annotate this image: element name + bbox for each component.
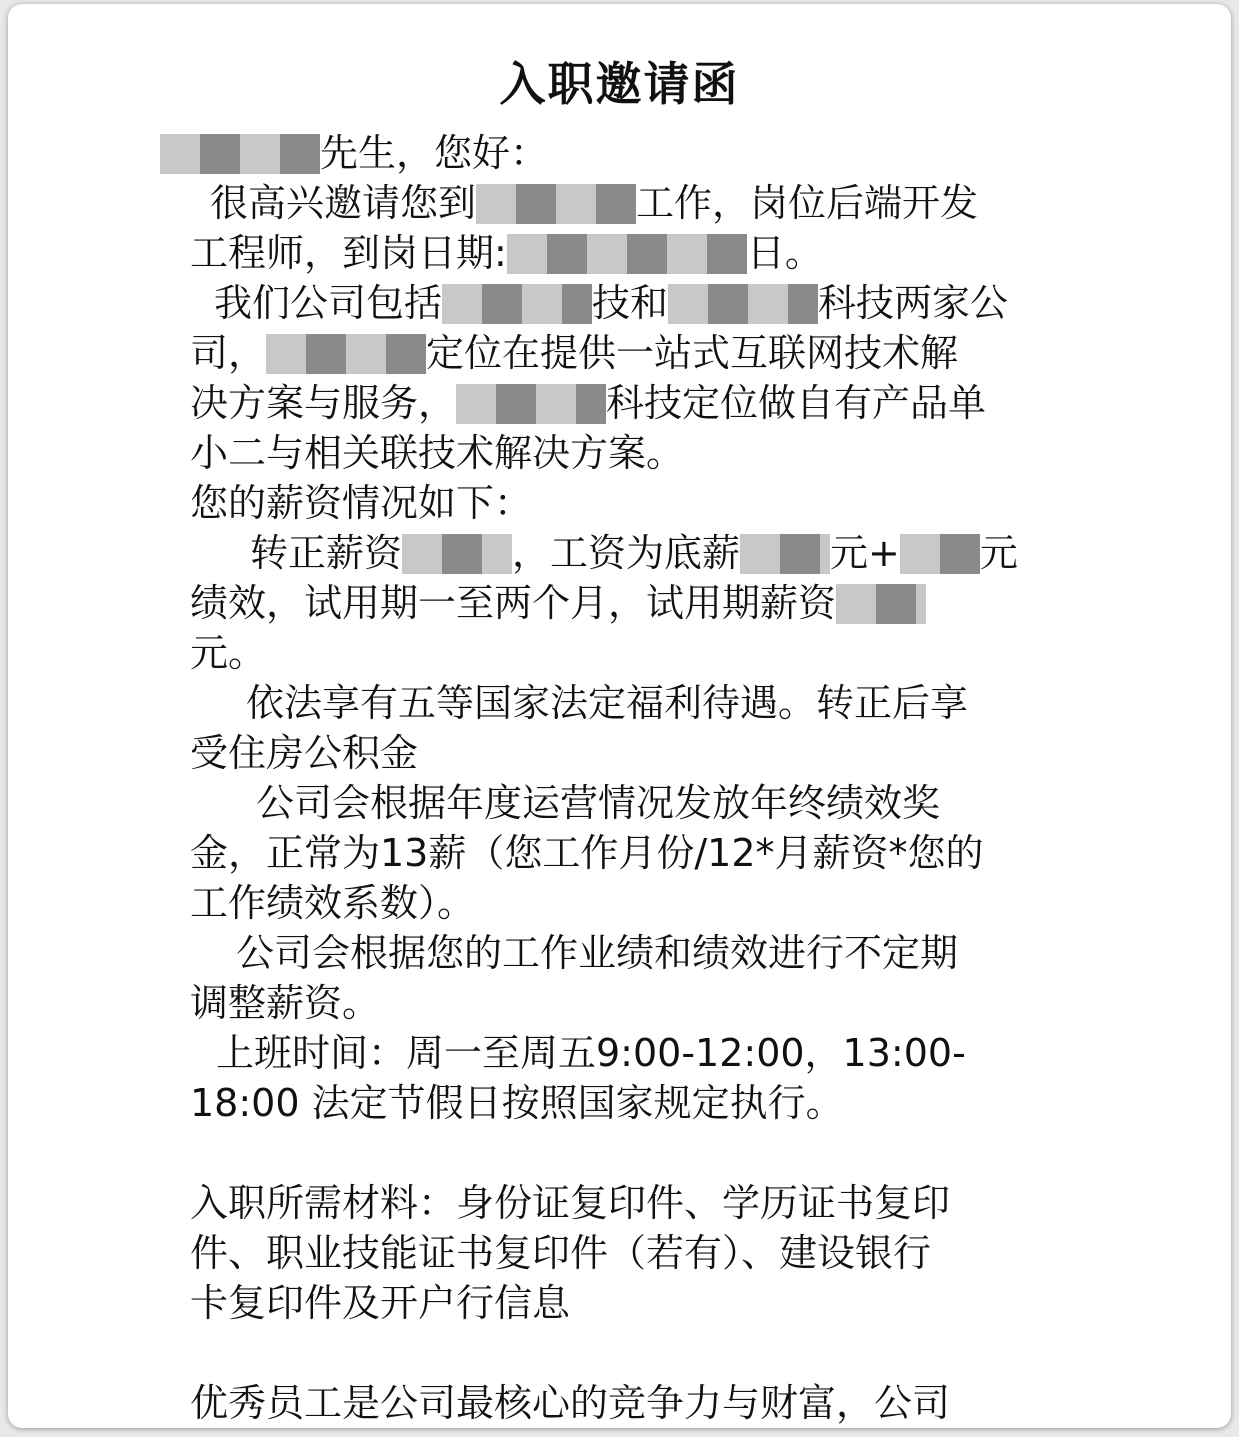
text: 元 <box>979 531 1018 575</box>
text: 工作，岗位后端开发 <box>636 181 979 225</box>
body-line <box>190 578 1056 628</box>
text: ，工资为底薪 <box>512 531 741 575</box>
body-line: 工作绩效系数）。 <box>190 881 476 925</box>
text: 转正薪资 <box>250 531 403 575</box>
body-line: 公司会根据年度运营情况发放年终绩效奖 <box>256 781 941 825</box>
body-line <box>190 328 1056 378</box>
body-line: 调整薪资。 <box>190 981 381 1025</box>
text: 司， <box>190 331 267 375</box>
body-line <box>190 178 1056 228</box>
text: 定位在提供一站式互联网技术解 <box>426 331 959 375</box>
text: 日。 <box>746 231 823 275</box>
work-hours-line: 18:00 法定节假日按照国家规定执行。 <box>190 1081 844 1125</box>
document-page <box>8 4 1231 1428</box>
text: 科技两家公 <box>818 281 1009 325</box>
body-line <box>190 278 1056 328</box>
body-line: 公司会根据您的工作业绩和绩效进行不定期 <box>236 931 959 975</box>
materials-line: 入职所需材料：身份证复印件、学历证书复印 <box>190 1181 951 1225</box>
redacted-salary <box>836 584 926 624</box>
redacted-company <box>442 284 592 324</box>
text: 科技定位做自有产品单 <box>606 381 987 425</box>
greeting-line <box>160 128 1056 178</box>
document-title: 入职邀请函 <box>499 57 740 111</box>
body-line: 金，正常为13薪（您工作月份/12*月薪资*您的 <box>190 831 984 875</box>
blank-line <box>190 1328 1056 1378</box>
body-line: 小二与相关联技术解决方案。 <box>190 431 685 475</box>
body-line <box>190 228 1056 278</box>
redacted-company <box>476 184 636 224</box>
redacted-company <box>668 284 818 324</box>
text: 很高兴邀请您到 <box>210 181 477 225</box>
redacted-company <box>456 384 606 424</box>
text: 元+ <box>830 531 900 575</box>
body-line: 依法享有五等国家法定福利待遇。转正后享 <box>246 681 969 725</box>
salary-heading: 您的薪资情况如下： <box>190 481 533 525</box>
redacted-company <box>266 334 426 374</box>
work-hours-line: 上班时间：周一至周五9:00-12:00，13:00- <box>216 1031 966 1075</box>
body-line: 元。 <box>190 631 267 675</box>
greeting-text: 先生，您好： <box>320 131 549 175</box>
text: 工程师，到岗日期: <box>190 231 507 275</box>
redacted-name <box>160 134 320 174</box>
redacted-salary <box>402 534 512 574</box>
materials-line: 卡复印件及开户行信息 <box>190 1281 571 1325</box>
text: 决方案与服务， <box>190 381 457 425</box>
text: 我们公司包括 <box>214 281 443 325</box>
body-line: 受住房公积金 <box>190 731 419 775</box>
text: 技和 <box>592 281 669 325</box>
redacted-salary <box>900 534 980 574</box>
text: 绩效，试用期一至两个月，试用期薪资 <box>190 581 837 625</box>
body-line: 优秀员工是公司最核心的竞争力与财富，公司 <box>190 1381 951 1425</box>
redacted-salary <box>740 534 830 574</box>
redacted-date <box>507 234 747 274</box>
document-body <box>190 128 1056 1428</box>
blank-line <box>190 1128 1056 1178</box>
body-line <box>190 378 1056 428</box>
body-line <box>190 528 1056 578</box>
materials-line: 件、职业技能证书复印件（若有）、建设银行 <box>190 1231 932 1275</box>
